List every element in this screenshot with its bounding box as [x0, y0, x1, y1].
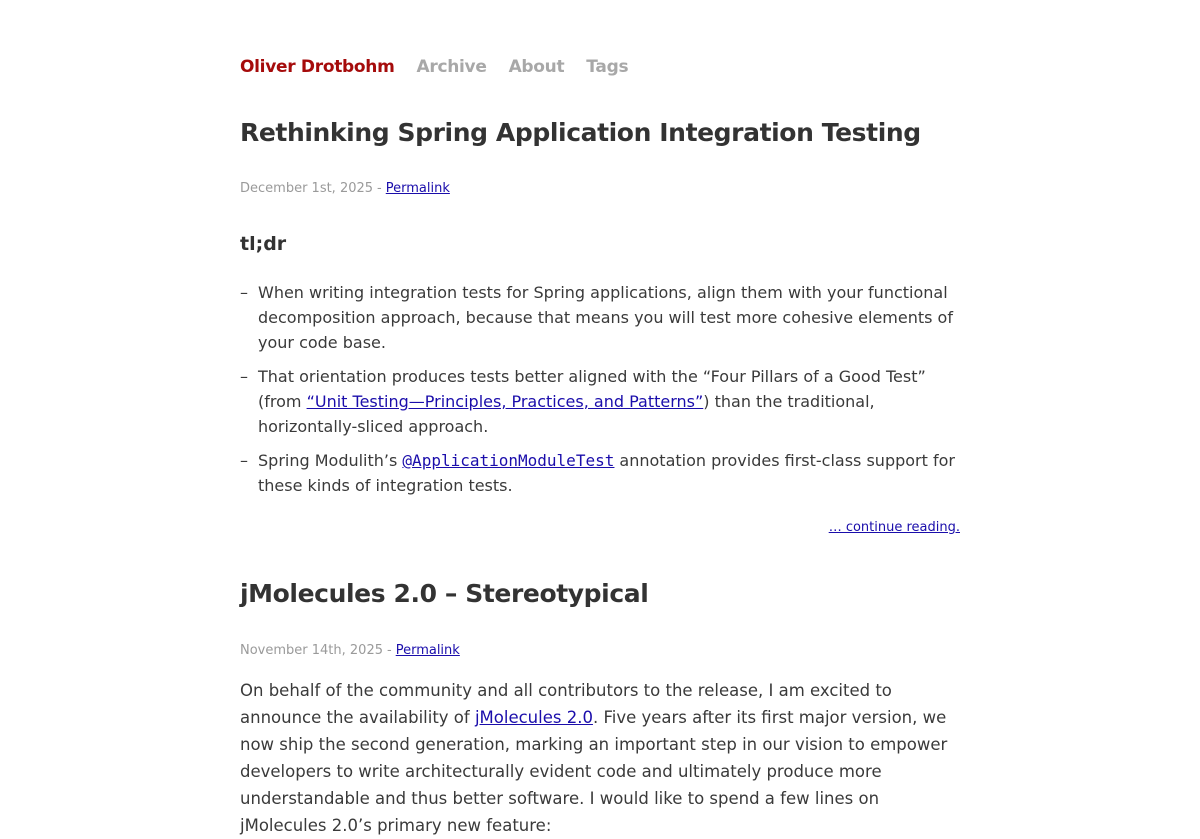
bullet-text-post: ) than the traditional, horizontally-sliced approach.	[258, 392, 875, 436]
post-date: December 1st, 2025	[240, 181, 374, 196]
post-meta	[240, 643, 460, 658]
annotation-code: @ApplicationModuleTest	[402, 451, 615, 470]
bullet-dash: –	[240, 367, 248, 386]
post-meta	[240, 181, 450, 196]
bullet-dash: –	[240, 283, 248, 302]
post-date: November 14th, 2025	[240, 643, 383, 658]
list-item	[240, 364, 960, 439]
bullet-text-pre: Spring Modulith’s	[258, 451, 403, 470]
bullet-text: When writing integration tests for Spring applications, align them with your functional decomposition approach, because that means you will test more cohesive elements of your code base.	[258, 283, 953, 352]
list-item	[240, 448, 960, 498]
nav-tags-link[interactable]: Tags	[586, 57, 629, 77]
permalink-link[interactable]: Permalink	[385, 181, 450, 196]
jmolecules-link[interactable]: jMolecules 2.0	[474, 708, 593, 727]
continue-reading	[829, 520, 960, 535]
tldr-list	[240, 280, 960, 507]
site-nav	[240, 56, 650, 78]
post-title-link[interactable]: jMolecules 2.0 – Stereotypical	[240, 579, 649, 608]
tldr-heading: tl;dr	[240, 233, 287, 255]
meta-separator: -	[377, 181, 382, 196]
permalink-link[interactable]: Permalink	[395, 643, 460, 658]
post-title-link[interactable]: Rethinking Spring Application Integration Testing	[240, 118, 921, 147]
meta-separator: -	[387, 643, 392, 658]
site-brand-link[interactable]: Oliver Drotbohm	[240, 57, 395, 77]
list-item	[240, 280, 960, 355]
nav-about-link[interactable]: About	[508, 57, 565, 77]
post-intro	[240, 677, 960, 839]
intro-text-pre: On behalf of the community and all contributors to the release, I am excited to announce the availability of	[240, 681, 892, 727]
bullet-text-pre: That orientation produces tests better aligned with the “Four Pillars of a Good Test” (from	[258, 367, 926, 411]
bullet-text-post: annotation provides first-class support for these kinds of integration tests.	[258, 451, 955, 495]
bullet-dash: –	[240, 451, 248, 470]
code-link[interactable]	[402, 451, 614, 470]
continue-reading-link[interactable]: … continue reading.	[828, 520, 960, 535]
intro-text-post: . Five years after its first major version, we now ship the second generation, marking an important step in our vision to empower developers to write architecturally evident code and ultimately produce more understandable and thus better software. I would like to spend a few lines on jMolecules 2.0’s primary new feature:	[240, 708, 948, 835]
nav-archive-link[interactable]: Archive	[416, 57, 487, 77]
book-link[interactable]: “Unit Testing—Principles, Practices, and Patterns”	[306, 392, 704, 411]
